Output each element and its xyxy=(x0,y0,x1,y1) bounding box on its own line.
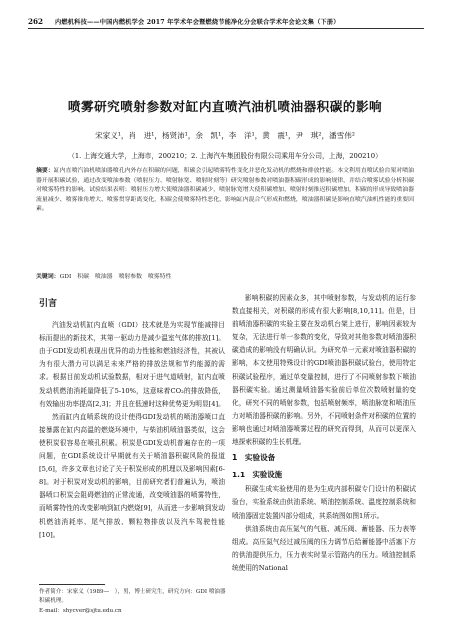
keywords-label: 关键词： xyxy=(36,273,60,280)
section-1-heading: 1 实验设备 xyxy=(232,453,276,463)
keywords xyxy=(36,271,414,280)
running-header xyxy=(28,14,424,29)
journal-title: 内燃机科技——中国内燃机学会 2017 年学术年会暨燃烧节能净化分会联合学术年会论文集（下册） xyxy=(55,18,340,26)
intro-paragraph-1: 汽油发动机缸内直喷（GDI）技术就是为实现节能减排目标而提出的新技术，其第一驱动力是减少温室气体的排放[1]。由于GDI发动机表现出优异的动力性能和燃油经济性，其被认为有很大潜力可以满足未来严格的排放法规和节约能源的需求。根据目前发动机试验数据，相对于进气道喷射，缸内直喷发动机燃油消耗量降低了5-10%，这意味着CO₂的排放降低，有效输出功率提高[2,3]；并且在低速时这种优势更为明显[4]。 xyxy=(39,321,225,408)
intro-paragraph-2: 然而缸内直喷系统的设计使得GDI发动机的喷油器喷口直接暴露在缸内高温的燃烧环境中，与柴油机喷油器类似，这会使积炭很容易在喷孔积累。积炭是GDI发动机普遍存在的一项问题，在GDI系统设计早期就有关于喷油器积碳风险的报道[5,6]，许多文章也讨论了关于积炭形成的机理以及影响因素[6-8]。对于积炭对发动机的影响，目前研究者们普遍认为，喷油器喷口积炭会阻碍燃油的正常流通，改变喷油器的喷雾特性，而喷雾特性的改变影响到缸内燃烧[9]，从而进一步影响到发动机燃油消耗率、尾气排放、颗粒物排放以及汽车驾驶性能[10]。 xyxy=(39,412,225,539)
section-paragraph-1: 积碳生成实验使用的是为生成内部积碳专门设计的积碳试验台，实验系统由供油系统、喷油控制系统、温度控制系统和喷油器固定装置四部分组成，其系统图如图1所示。 xyxy=(232,485,416,520)
page-number: 262 xyxy=(28,16,44,26)
subsection-1-1-heading: 1.1 实验设施 xyxy=(232,470,283,480)
intro-heading: 引言 xyxy=(39,299,58,309)
left-column xyxy=(39,292,225,542)
affiliation: （1. 上海交通大学，上海市，200210；2. 上海汽车集团股份有限公司乘用车分公司，上海，200210） xyxy=(68,152,382,160)
author-list: 宋家义¹，肖 进¹，杨贤沛¹，余 凯¹，李 洋¹，黄 震¹，尹 琪²，潘雪伟² xyxy=(95,131,355,140)
keywords-text: GDI 积碳 喷油器 喷射参数 喷雾特性 xyxy=(59,274,172,280)
footnote xyxy=(39,588,229,616)
abstract-text: 缸内直喷汽油机喷油器喷孔内外存在积碳的问题，积碳会引起喷雾特性变化并恶化发动机的燃烧和排放性能。本文利用直喷试验台架对喷油器开展积碳试验，通过改变喷油参数（喷射压力、喷射脉宽、喷射时刻等）研究喷射参数对喷油器积碳形成的影响规律，并结合喷雾试验分析积碳对喷雾特性的影响。试验结果表明：喷射压力增大使喷油器积碳减少，喷射脉宽增大使积碳增加，喷射时刻推迟积碳增加，积碳的形成导致喷油器流量减少、喷雾锥角增大、喷雾贯穿距离变化，积碳会使喷雾特性恶化，影响缸内混合气形成和燃烧，喷油器积碳是影响直喷汽油机性能的重要因素。 xyxy=(36,168,415,213)
author-email: E-mail：shycver@sjtu.edu.cn xyxy=(39,607,122,614)
paper-title: 喷雾研究喷射参数对缸内直喷汽油机喷油器积碳的影响 xyxy=(67,99,383,114)
footnote-rule xyxy=(39,584,105,585)
abstract-label: 摘要： xyxy=(36,167,54,174)
right-column xyxy=(232,292,416,575)
section-paragraph-2: 供油系统由高压氮气的气瓶、减压阀、蓄能器、压力表等组成。高压氮气经过减压阀的压力调节后给蓄能器中活塞下方的供油提供压力，压力表实时显示管路内的压力。喷油控制系统使用的National xyxy=(232,524,416,572)
author-bio: 作者简介：宋家义（1989— ），男，博士研究生，研究方向：GDI 喷油器积碳机理。 xyxy=(39,589,226,605)
abstract xyxy=(36,166,414,215)
intro-paragraph-3: 影响积碳的因素众多，其中喷射参数，与发动机的运行参数直接相关，对积碳的形成有很大影响[8,10,11]。但是，目前喷油器积碳的实验主要在发动机台架上进行，影响因素较为复杂，无法进行单一参数的变化，导致对其他参数对喷油器积碳造成的影响没有明确认识。为研究单一元素对喷油器积碳的影响，本文使用特殊设计的GDI喷油器积碳试验台，使用特定积碳试验程序，通过单变量控制，进行了不同喷射参数下喷油器积碳实验。通过测量喷油器实验前后单位次数喷射量的变化，研究不同的喷射参数，包括喷射频率，喷油脉宽和喷油压力对喷油器积碳的影响。另外，不同喷射条件对积碳的位置的影响也通过对喷油器喷雾过程的研究而得到，从而可以更深入地探索积碳的生长机理。 xyxy=(232,294,416,447)
